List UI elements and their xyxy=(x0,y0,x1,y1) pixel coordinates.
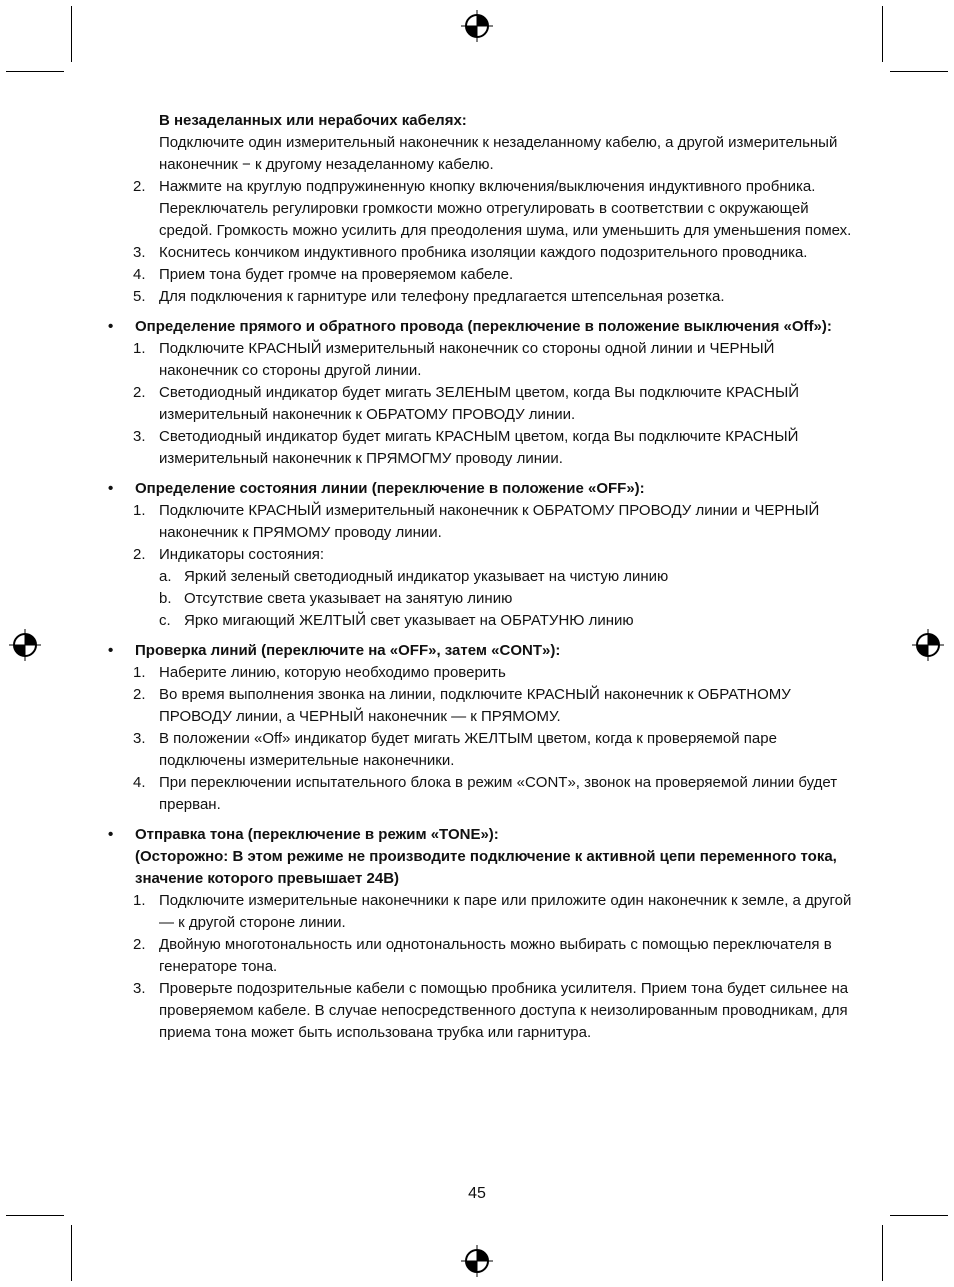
list-item: 4. Прием тона будет громче на проверяемом кабеле. xyxy=(133,266,514,283)
page-number: 45 xyxy=(468,1185,486,1202)
crop-mark xyxy=(6,71,64,72)
sub-list-item: b. Отсутствие света указывает на занятую линию xyxy=(159,590,513,607)
sub-list-item: c. Ярко мигающий ЖЕЛТЫЙ свет указывает на ОБРАТУНЮ линию xyxy=(159,612,634,629)
list-item: 1. Наберите линию, которую необходимо проверить xyxy=(133,664,506,681)
crop-mark xyxy=(71,1225,72,1281)
list-item: 2. Индикаторы состояния: xyxy=(133,546,325,563)
crop-mark xyxy=(882,1225,883,1281)
section-heading: • Проверка линий (переключите на «OFF», затем «CONT»): xyxy=(108,642,561,659)
list-item: 3. Проверьте подозрительные кабели с помощью пробника усилителя. Прием тона будет сильнее на проверяемом кабеле. В случае непосредственного доступа к неизолированным проводникам, для приема тона может быть использована трубка или гарнитура. xyxy=(133,980,849,1041)
list-item: 2. Двойную многотональность или однотональность можно выбирать с помощью переключателя в генераторе тона. xyxy=(133,936,832,975)
intro-heading: В незаделанных или нерабочих кабелях: xyxy=(159,112,467,129)
list-item: 3. Коснитесь кончиком индуктивного пробника изоляции каждого подозрительного проводника. xyxy=(133,244,808,261)
registration-mark-icon xyxy=(911,628,945,662)
crop-mark xyxy=(890,1215,948,1216)
list-item: 1. Подключите КРАСНЫЙ измерительный наконечник к ОБРАТОМУ ПРОВОДУ линии и ЧЕРНЫЙ наконечник к ПРЯМОМУ проводу линии. xyxy=(133,502,820,541)
crop-mark xyxy=(890,71,948,72)
list-item: 5. Для подключения к гарнитуре или телефону предлагается штепсельная розетка. xyxy=(133,288,725,305)
crop-mark xyxy=(6,1215,64,1216)
list-item: 2. Во время выполнения звонка на линии, подключите КРАСНЫЙ наконечник к ОБРАТНОМУ ПРОВОДУ линии, а ЧЕРНЫЙ наконечник — к ПРЯМОМУ. xyxy=(133,686,791,725)
list-item: 2. Светодиодный индикатор будет мигать ЗЕЛЕНЫМ цветом, когда Вы подключите КРАСНЫЙ измерительный наконечник к ОБРАТОМУ ПРОВОДУ линии. xyxy=(133,384,800,423)
list-item: 3. Светодиодный индикатор будет мигать КРАСНЫМ цветом, когда Вы подключите КРАСНЫЙ измерительный наконечник к ПРЯМОГМУ проводу линии. xyxy=(133,428,799,467)
crop-mark xyxy=(71,6,72,62)
crop-mark xyxy=(882,6,883,62)
registration-mark-icon xyxy=(8,628,42,662)
section-heading: • Определение прямого и обратного провода (переключение в положение выключения «Off»): xyxy=(108,318,832,335)
list-item: 2. Нажмите на круглую подпружиненную кнопку включения/выключения индуктивного пробника. Переключатель регулировки громкости можно отрегулировать в соответствии с окружающей средой. Громкость можно усилить для преодоления шума, или уменьшить для уменьшения помех. xyxy=(133,178,852,239)
warning-text: (Осторожно: В этом режиме не производите подключение к активной цепи переменного тока, значение которого превышает 24В) xyxy=(135,848,837,887)
page-content xyxy=(108,110,854,1044)
registration-mark-icon xyxy=(460,9,494,43)
list-item: 1. Подключите измерительные наконечники к паре или приложите один наконечник к земле, а другой — к другой стороне линии. xyxy=(133,892,852,931)
registration-mark-icon xyxy=(460,1244,494,1278)
list-item: 3. В положении «Off» индикатор будет мигать ЖЕЛТЫМ цветом, когда к проверяемой паре подключены измерительные наконечники. xyxy=(133,730,777,769)
section-heading: • Определение состояния линии (переключение в положение «OFF»): xyxy=(108,480,645,497)
section-heading: • Отправка тона (переключение в режим «TONE»): xyxy=(108,826,499,843)
sub-list-item: a. Яркий зеленый светодиодный индикатор указывает на чистую линию xyxy=(159,568,669,585)
list-item: 1. Подключите КРАСНЫЙ измерительный наконечник со стороны одной линии и ЧЕРНЫЙ наконечник со стороны другой линии. xyxy=(133,340,775,379)
list-item: 4. При переключении испытательного блока в режим «CONT», звонок на проверяемой линии будет прерван. xyxy=(133,774,838,813)
intro-text: Подключите один измерительный наконечник к незаделанному кабелю, а другой измерительный наконечник − к другому незаделанному кабелю. xyxy=(159,134,838,173)
